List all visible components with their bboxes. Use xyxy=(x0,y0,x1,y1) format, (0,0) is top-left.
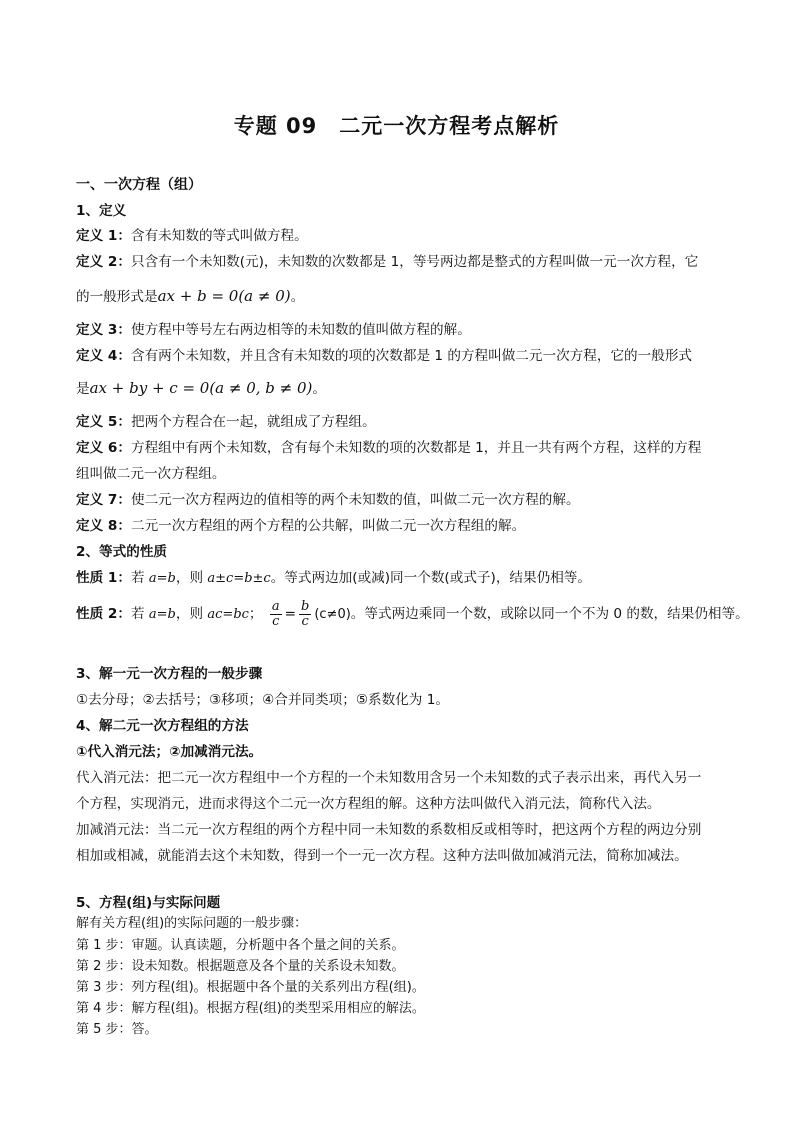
page-title: 专题 09 二元一次方程考点解析 xyxy=(233,114,560,138)
definition-1: 定义 1：含有未知数的等式叫做方程。 xyxy=(76,228,308,244)
definition-8: 定义 8：二元一次方程组的两个方程的公共解，叫做二元一次方程组的解。 xyxy=(76,518,526,534)
property-2: 性质 2：若 a=b，则 ac=bc； $\frac{a}{c}$ = $\frac{b}{c}$ (c≠0)。等式两边乘同一个数，或除以同一个不为 0 的数，结果仍相等。 xyxy=(76,598,749,629)
substitution-method-line1: 代入消元法：把二元一次方程组中一个方程的一个未知数用含另一个未知数的式子表示出来，再代入另一 xyxy=(76,770,702,786)
section4-methods: ①代入消元法；②加减消元法。 xyxy=(76,744,263,760)
definition-6: 定义 6：方程组中有两个未知数，含有每个未知数的项的次数都是 1，并且一共有两个方程，这样的方程 xyxy=(76,440,702,456)
fraction-a-over-c: $\frac{a}{c}$ xyxy=(271,598,280,629)
definition-2: 定义 2：只含有一个未知数(元)，未知数的次数都是 1，等号两边都是整式的方程叫做一元一次方程，它 xyxy=(76,254,699,270)
property-1: 性质 1：若 a=b，则 a±c=b±c。等式两边加(或减)同一个数(或式子)，结果仍相等。 xyxy=(76,570,591,586)
binary-equation-form: ax + by + c = 0(a ≠ 0, b ≠ 0) xyxy=(89,379,313,397)
section5-step1: 第 1 步：审题。认真读题，分析题中各个量之间的关系。 xyxy=(76,938,405,953)
section4-heading: 4、解二元一次方程组的方法 xyxy=(76,718,249,734)
definition-5: 定义 5：把两个方程合在一起，就组成了方程组。 xyxy=(76,414,376,430)
definition-subheading: 1、定义 xyxy=(76,203,127,219)
section1-heading: 一、一次方程（组） xyxy=(76,177,202,193)
definition-4: 定义 4：含有两个未知数，并且含有未知数的项的次数都是 1 的方程叫做二元一次方程，它的一般形式 xyxy=(76,348,693,364)
section5-intro: 解有关方程(组)的实际问题的一般步骤： xyxy=(76,916,308,931)
definition-6-cont: 组叫做二元一次方程组。 xyxy=(76,466,226,482)
section5-step2: 第 2 步：设未知数。根据题意及各个量的关系设未知数。 xyxy=(76,959,405,974)
definition-3: 定义 3：使方程中等号左右两边相等的未知数的值叫做方程的解。 xyxy=(76,322,471,338)
section5-heading: 5、方程(组)与实际问题 xyxy=(76,895,221,911)
substitution-method-line2: 个方程，实现消元，进而求得这个二元一次方程组的解。这种方法叫做代入消元法，简称代入法。 xyxy=(76,796,661,812)
section5-step5: 第 5 步：答。 xyxy=(76,1022,158,1037)
section2-heading: 2、等式的性质 xyxy=(76,544,168,560)
section3-steps: ①去分母；②去括号；③移项；④合并同类项；⑤系数化为 1。 xyxy=(76,692,449,708)
fraction-b-over-c: $\frac{b}{c}$ xyxy=(301,598,310,629)
addition-method-line2: 相加或相减，就能消去这个未知数，得到一个一元一次方程。这种方法叫做加减消元法，简称加减法。 xyxy=(76,848,688,864)
section5-step3: 第 3 步：列方程(组)。根据题中各个量的关系列出方程(组)。 xyxy=(76,980,425,995)
addition-method-line1: 加减消元法：当二元一次方程组的两个方程中同一未知数的系数相反或相等时，把这两个方程的两边分别 xyxy=(76,822,702,838)
section3-heading: 3、解一元一次方程的一般步骤 xyxy=(76,666,263,682)
definition-4-cont: 是ax + by + c = 0(a ≠ 0, b ≠ 0)。 xyxy=(76,379,327,397)
definition-7: 定义 7：使二元一次方程两边的值相等的两个未知数的值，叫做二元一次方程的解。 xyxy=(76,492,580,508)
linear-equation-form: ax + b = 0(a ≠ 0) xyxy=(157,287,291,305)
definition-2-cont: 的一般形式是ax + b = 0(a ≠ 0)。 xyxy=(76,287,305,305)
section5-step4: 第 4 步：解方程(组)。根据方程(组)的类型采用相应的解法。 xyxy=(76,1001,425,1016)
